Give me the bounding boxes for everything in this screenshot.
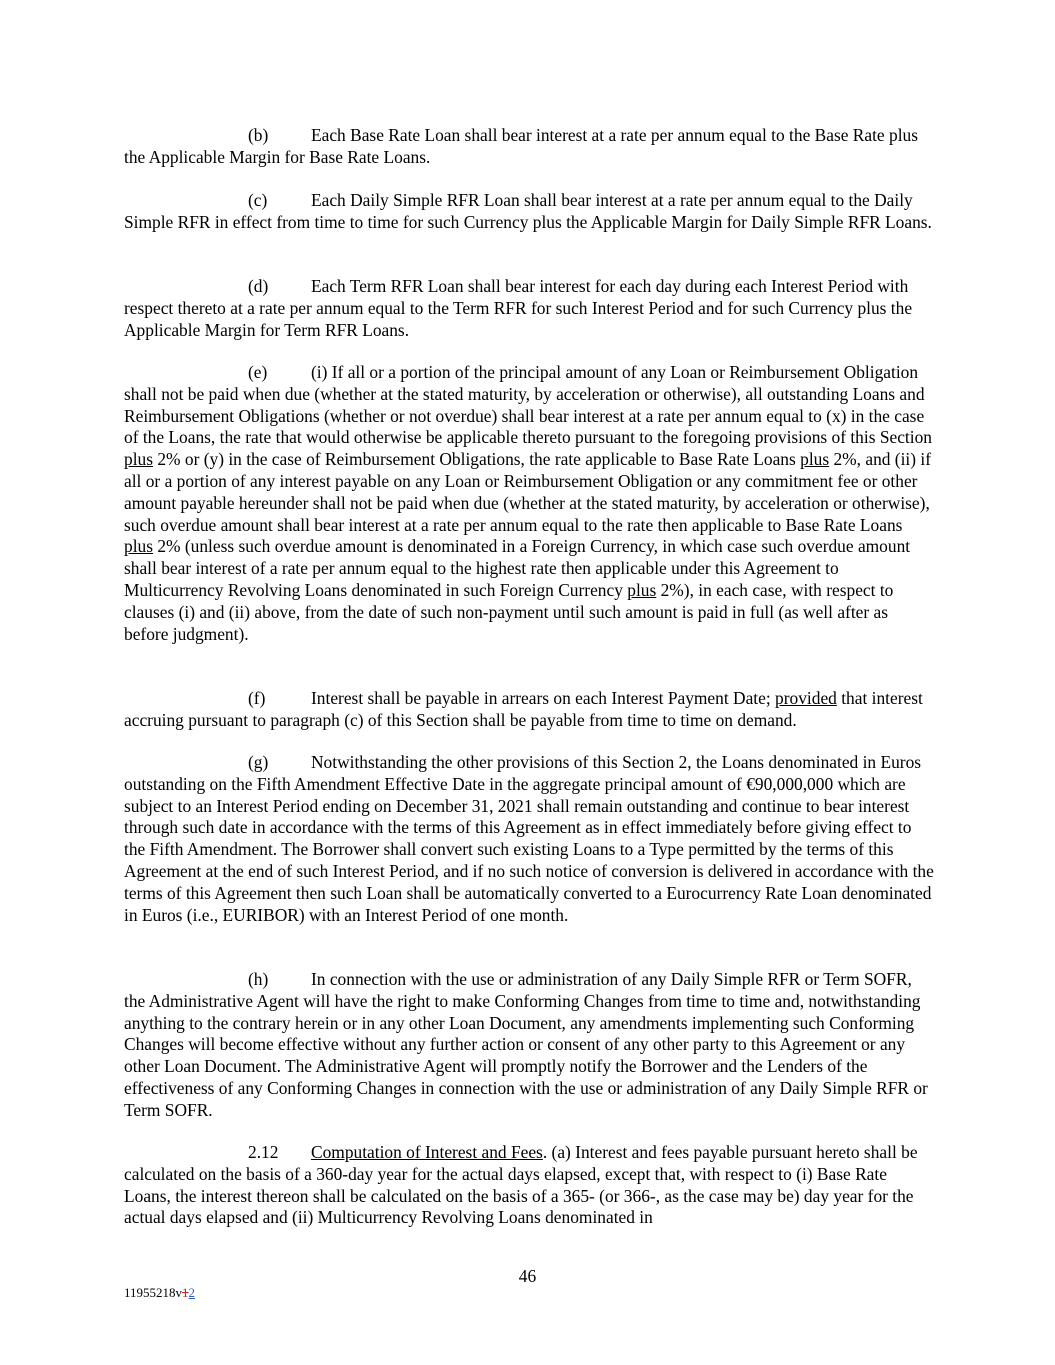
paragraph-label: (e) — [248, 362, 268, 382]
document-id-deleted: 1 — [182, 1285, 189, 1300]
section-2-12 — [124, 1142, 934, 1229]
paragraph-label: (g) — [248, 752, 269, 772]
paragraph-text: Each Daily Simple RFR Loan shall bear interest at a rate per annum equal to the Daily Simple RFR in effect from time to time for such Currency plus the Applicable Margin for Daily Simple RFR Loans. — [124, 190, 932, 232]
paragraph-label: (h) — [248, 969, 269, 989]
paragraph-g — [124, 752, 934, 926]
paragraph-text: In connection with the use or administration of any Daily Simple RFR or Term SOFR, the Administrative Agent will have the right to make Conforming Changes from time to time and, notwithstanding anything to the contrary herein or in any other Loan Document, any amendments implementing such Conforming Changes will become effective without any further action or consent of any other party to this Agreement or any other Loan Document. The Administrative Agent will promptly notify the Borrower and the Lenders of the effectiveness of any Conforming Changes in connection with the use or administration of any Daily Simple RFR or Term SOFR. — [124, 969, 928, 1120]
underlined-term: plus — [124, 536, 153, 557]
paragraph-label: (c) — [248, 190, 268, 210]
underlined-term: plus — [627, 579, 657, 600]
paragraph-text: 2% or (y) in the case of Reimbursement Obligations, the rate applicable to Base Rate Loans — [153, 449, 801, 470]
paragraph-text: . (a) Interest and fees payable pursuant hereto shall be calculated on the basis of a 360-day year for the actual days elapsed, except that, with respect to (i) Base Rate Loans, the interest thereon shall be calculated on the basis of a 365- (or 366-, as the case may be) day year for the actual days elapsed and (ii) Multicurrency Revolving Loans denominated in — [124, 1142, 918, 1228]
paragraph-text: Interest shall be payable in arrears on each Interest Payment Date; — [311, 688, 776, 708]
paragraph-label: (f) — [248, 688, 266, 708]
paragraph-label: (d) — [248, 276, 269, 296]
page-number: 46 — [518, 1266, 537, 1286]
document-id-base: 11955218v — [124, 1285, 183, 1300]
paragraph-text: Each Term RFR Loan shall bear interest for each day during each Interest Period with respect thereto at a rate per annum equal to the Term RFR for such Interest Period and for such Currency plus the Applicable Margin for Term RFR Loans. — [124, 276, 913, 340]
paragraph-text: 2% (unless such overdue amount is denominated in a Foreign Currency, in which case such overdue amount shall bear interest of a rate per annum equal to the highest rate then applicable under this Agreement to Multicurrency Revolving Loans denominated in such Foreign Currency — [124, 536, 911, 600]
paragraph-c — [124, 190, 934, 234]
underlined-term: provided — [775, 688, 837, 708]
paragraph-text: 2%, and (ii) if all or a portion of any interest payable on any Loan or Reimbursement Obligation or any commitment fee or other amount payable hereunder shall not be paid when due (whether at the stated maturity, by acceleration or otherwise), such overdue amount shall bear interest at a rate per annum equal to the rate then applicable to Base Rate Loans — [124, 449, 932, 535]
paragraph-e — [124, 362, 934, 645]
underlined-term: plus — [800, 449, 830, 470]
paragraph-h — [124, 969, 934, 1122]
paragraph-d — [124, 276, 934, 341]
paragraph-text: (i) If all or a portion of the principal amount of any Loan or Reimbursement Obligation shall not be paid when due (whether at the stated maturity, by acceleration or otherwise), all outstanding Loans and Reimbursement Obligations (whether or not overdue) shall bear interest at a rate per annum equal to (x) in the case of the Loans, the rate that would otherwise be applicable thereto pursuant to the foregoing provisions of this Section — [124, 362, 932, 448]
section-number: 2.12 — [248, 1142, 279, 1162]
underlined-term: plus — [124, 449, 153, 470]
document-id-inserted: 2 — [188, 1285, 196, 1300]
paragraph-text: Notwithstanding the other provisions of this Section 2, the Loans denominated in Euros outstanding on the Fifth Amendment Effective Date in the aggregate principal amount of €90,000,000 which are subject to an Interest Period ending on December 31, 2021 shall remain outstanding and continue to bear interest through such date in accordance with the terms of this Agreement as in effect immediately before giving effect to the Fifth Amendment. The Borrower shall convert such existing Loans to a Type permitted by the terms of this Agreement at the end of such Interest Period, and if no such notice of conversion is delivered in accordance with the terms of this Agreement then such Loan shall be automatically converted to a Eurocurrency Rate Loan denominated in Euros (i.e., EURIBOR) with an Interest Period of one month. — [124, 752, 934, 925]
paragraph-text: 2%), in each case, with respect to clauses (i) and (ii) above, from the date of such non-payment until such amount is paid in full (as well after as before judgment). — [124, 579, 894, 644]
paragraph-f — [124, 688, 934, 732]
paragraph-text: that interest accruing pursuant to paragraph (c) of this Section shall be payable from time to time on demand. — [124, 688, 923, 730]
paragraph-text: Each Base Rate Loan shall bear interest at a rate per annum equal to the Base Rate plus the Applicable Margin for Base Rate Loans. — [124, 125, 918, 167]
paragraph-label: (b) — [248, 125, 269, 145]
section-heading: Computation of Interest and Fees — [311, 1142, 543, 1162]
paragraph-b — [124, 125, 934, 169]
document-id — [124, 1285, 195, 1301]
